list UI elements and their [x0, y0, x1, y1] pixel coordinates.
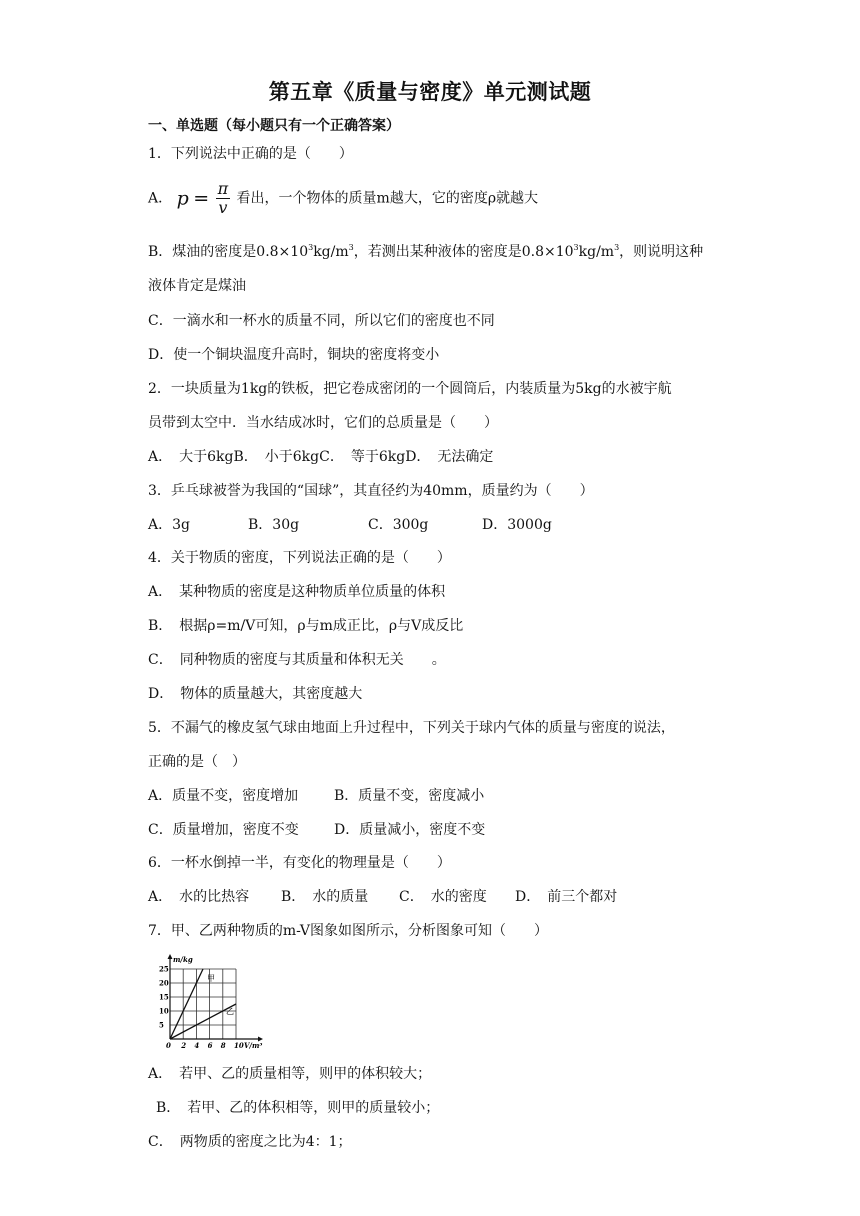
q1-a-fraction — [216, 180, 231, 217]
x-tick-1: 2 — [181, 1041, 187, 1050]
series-label-1: 乙 — [226, 1007, 234, 1016]
q7-stem: 7．甲、乙两种物质的m-V图象如图所示，分析图象可知（ ） — [148, 923, 549, 939]
y-tick-1: 10 — [159, 1006, 169, 1016]
x-tick-0: 0 — [166, 1041, 171, 1050]
q1-option-b — [148, 241, 703, 261]
q7-option-c: C． 两物质的密度之比为4：1； — [148, 1134, 352, 1150]
q1-b-sup2: 3 — [348, 243, 354, 252]
x-tick-5: 10 — [234, 1041, 244, 1050]
q3-options — [148, 514, 552, 534]
section-heading: 一、单选题（每小题只有一个正确答案） — [148, 118, 400, 134]
q1-option-c: C．一滴水和一杯水的质量不同，所以它们的密度也不同 — [148, 313, 495, 329]
page-title: 第五章《质量与密度》单元测试题 — [268, 79, 592, 104]
q3-option-b: B．30g — [248, 517, 300, 533]
q2-options — [148, 446, 493, 466]
q5-options-row1 — [148, 785, 484, 805]
q5-stem-line1: 5．不漏气的橡皮氢气球由地面上升过程中，下列关于球内气体的质量与密度的说法， — [148, 720, 675, 736]
q1-a-denominator: v — [218, 198, 228, 217]
q5-option-b: B．质量不变，密度减小 — [334, 788, 485, 804]
q2-option-c: C． 等于6kg — [319, 449, 406, 465]
q1-b-part3: ，若测出某种液体的密度是0.8×10 — [353, 244, 574, 260]
q6-option-d: D． 前三个都对 — [515, 889, 618, 905]
q2-stem-line1: 2．一块质量为1kg的铁板，把它卷成密闭的一个圆筒后，内装质量为5kg的水被宇航 — [148, 381, 672, 397]
m-v-chart — [152, 953, 268, 1053]
x-tick-4: 8 — [220, 1041, 226, 1050]
q1-b-part2: kg/m — [313, 244, 349, 260]
q7-option-a: A． 若甲、乙的质量相等，则甲的体积较大； — [148, 1066, 432, 1082]
q5-option-a: A．质量不变，密度增加 — [148, 788, 299, 804]
q3-option-d: D．3000g — [482, 517, 552, 533]
y-axis-arrow — [168, 954, 173, 959]
q1-a-eq-sign: = — [193, 187, 210, 210]
q1-a-numerator: π — [217, 179, 229, 198]
q5-option-c: C．质量增加，密度不变 — [148, 822, 299, 838]
q1-a-eq-lhs: p — [176, 187, 189, 210]
q1-option-b-line2: 液体肯定是煤油 — [148, 278, 246, 294]
q4-option-b: B． 根据ρ=m/V可知，ρ与m成正比，ρ与V成反比 — [148, 618, 464, 634]
q1-stem: 1．下列说法中正确的是（ ） — [148, 146, 353, 162]
q2-stem-line2: 员带到太空中．当水结成冰时，它们的总质量是（ ） — [148, 415, 498, 431]
q6-options — [148, 886, 617, 906]
q5-option-d: D．质量减小，密度不变 — [334, 822, 486, 838]
q2-option-b: B． 小于6kg — [233, 449, 320, 465]
y-axis-label: m/kg — [173, 955, 193, 964]
q5-stem-line2: 正确的是（ ） — [148, 754, 246, 770]
q4-option-a: A． 某种物质的密度是这种物质单位质量的体积 — [148, 584, 446, 600]
q3-option-c: C．300g — [368, 517, 429, 533]
q6-option-a: A． 水的比热容 — [148, 889, 250, 905]
y-tick-4: 25 — [159, 964, 169, 974]
q4-option-c: C． 同种物质的密度与其质量和体积无关 。 — [148, 652, 446, 668]
q3-stem: 3．乒乓球被誉为我国的“国球”，其直径约为40mm，质量约为（ ） — [148, 483, 594, 499]
x-axis-label: V/m³ — [244, 1041, 263, 1050]
q7-option-b: B． 若甲、乙的体积相等，则甲的质量较小； — [156, 1100, 440, 1116]
q6-option-c: C． 水的密度 — [399, 889, 487, 905]
q1-b-sup3: 3 — [573, 243, 579, 252]
q3-option-a: A．3g — [148, 517, 190, 533]
q2-option-d: D． 无法确定 — [405, 449, 494, 465]
q1-a-text: 看出，一个物体的质量m越大，它的密度ρ就越大 — [236, 190, 539, 207]
q1-b-part1: B．煤油的密度是0.8×10 — [148, 244, 309, 260]
q1-option-d: D．使一个铜块温度升高时，铜块的密度将变小 — [148, 347, 440, 363]
y-tick-3: 20 — [159, 978, 169, 988]
q1-b-sup4: 3 — [614, 243, 620, 252]
series-label-0: 甲 — [207, 974, 215, 983]
x-tick-3: 6 — [207, 1041, 213, 1050]
q6-stem: 6．一杯水倒掉一半，有变化的物理量是（ ） — [148, 855, 451, 871]
x-tick-2: 4 — [194, 1041, 200, 1050]
q1-option-a — [148, 180, 538, 217]
q6-option-b: B． 水的质量 — [281, 889, 369, 905]
q2-option-a: A． 大于6kg — [148, 449, 234, 465]
q1-b-part5: ，则说明这种 — [619, 244, 704, 260]
y-tick-0: 5 — [159, 1020, 164, 1030]
y-tick-2: 15 — [159, 992, 169, 1002]
series-line-0 — [170, 969, 203, 1039]
q1-b-sup1: 3 — [308, 243, 314, 252]
q4-option-d: D． 物体的质量越大，其密度越大 — [148, 686, 363, 702]
q1-b-part4: kg/m — [578, 244, 615, 260]
q4-stem: 4．关于物质的密度，下列说法正确的是（ ） — [148, 550, 451, 566]
q1-a-label: A． — [148, 190, 173, 207]
q5-options-row2 — [148, 819, 485, 839]
